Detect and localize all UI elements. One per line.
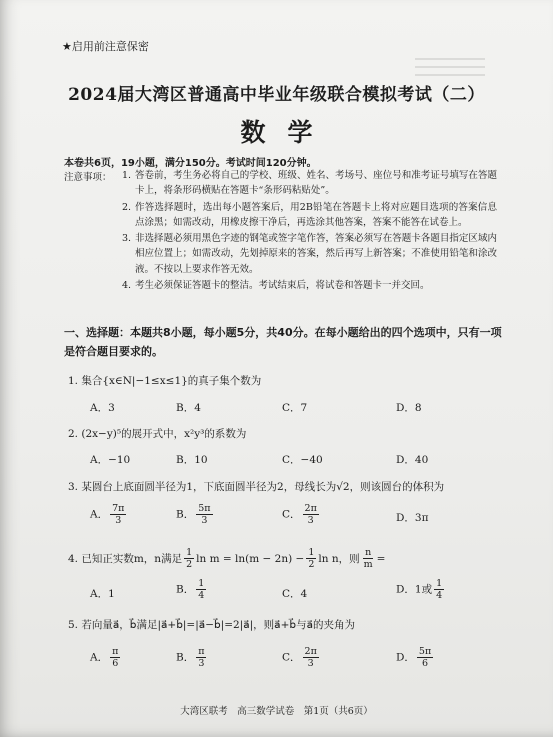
question-5-stem: 5. 若向量a⃗，b⃗满足|a⃗+b⃗|=|a⃗−b⃗|=2|a⃗|，则a⃗+b⃗与a⃗的夹角为 <box>68 619 356 631</box>
q3-option-b: B． $\frac{5\pi}{3}$ <box>176 503 211 526</box>
page-footer: 大湾区联考 高三数学试卷 第1页（共6页） <box>180 706 373 717</box>
subject-heading: 数学 <box>240 118 335 147</box>
section-heading: 一、选择题：本题共8小题，每小题5分，共40分。在每小题给出的四个选项中，只有一项是符合题目要求的。 <box>64 326 502 358</box>
note-item: 3. 非选择题必须用黑色字迹的钢笔或签字笔作答，答案必须写在答题卡各题目指定区域内相应位置上；如需改动，先划掉原来的答案，然后再写上新答案；不准使用铅笔和涂改液。不按以上要求作答无效。 <box>122 233 497 275</box>
q2-option-d: D．40 <box>396 454 429 466</box>
note-item: 2. 作答选择题时，选出每小题答案后，用2B铅笔在答题卡上将对应题目选项的答案信息点涂黑；如需改动，用橡皮擦干净后，再选涂其他答案，答案不能答在试卷上。 <box>122 201 497 228</box>
q4-option-a: A．1 <box>90 588 115 600</box>
q5-option-c: C． $\frac{2\pi}{3}$ <box>282 646 317 669</box>
fraction: $\frac{\pi}{3}$ <box>198 646 205 669</box>
fraction: $\frac{2\pi}{3}$ <box>304 646 317 669</box>
q2-option-a: A．−10 <box>90 454 131 466</box>
q1-option-b: B．4 <box>176 402 201 414</box>
question-4-stem: 4. 已知正实数m，n满足 $\frac{1}{2}$ ln m = ln(m − 2n) − $\frac{1}{2}$ ln n，则 $\frac{n}{m}$ = <box>68 547 386 570</box>
fraction: $\frac{1}{2}$ <box>308 547 315 570</box>
q4-option-b: B． $\frac{1}{4}$ <box>176 578 205 601</box>
q3-option-a: A． $\frac{7\pi}{3}$ <box>90 503 125 526</box>
notes-list <box>122 168 497 294</box>
note-item: 1. 答卷前，考生务必将自己的学校、班级、姓名、考场号、座位号和准考证号填写在答题卡上，将条形码横贴在答题卡“条形码粘贴处”。 <box>122 170 497 197</box>
q1-option-a: A．3 <box>90 402 115 414</box>
question-3-stem: 3. 某圆台上底面圆半径为1，下底面圆半径为2，母线长为√2，则该圆台的体积为 <box>68 481 445 493</box>
q4-option-d: D．1或 $\frac{1}{4}$ <box>396 578 443 601</box>
question-1-stem: 1. 集合{x∈N|−1≤x≤1}的真子集个数为 <box>68 375 262 387</box>
q5-option-a: A． $\frac{\pi}{6}$ <box>90 646 119 669</box>
fraction: $\frac{2\pi}{3}$ <box>304 503 317 526</box>
q3-option-c: C． $\frac{2\pi}{3}$ <box>282 503 317 526</box>
fraction: $\frac{5\pi}{6}$ <box>418 646 432 669</box>
q5-option-b: B． $\frac{\pi}{3}$ <box>176 646 205 669</box>
q5-option-d: D． $\frac{5\pi}{6}$ <box>396 646 432 669</box>
note-item: 4. 考生必须保证答题卡的整洁。考试结束后，将试卷和答题卡一并交回。 <box>122 280 430 292</box>
q3-option-d: D．3π <box>396 512 429 524</box>
exam-info: 本卷共6页，19小题，满分150分。考试时间120分钟。 <box>64 158 317 169</box>
fraction: $\frac{1}{2}$ <box>186 547 193 570</box>
fraction: $\frac{7\pi}{3}$ <box>112 503 125 526</box>
fraction: $\frac{1}{4}$ <box>198 578 205 601</box>
q2-option-b: B．10 <box>176 454 208 466</box>
confidential-seal: ★启用前注意保密 <box>62 40 149 53</box>
question-2-stem: 2. (2x−y)⁵的展开式中，x²y³的系数为 <box>68 428 247 440</box>
q4-option-c: C．4 <box>282 588 308 600</box>
q1-option-c: C．7 <box>282 402 308 414</box>
exam-title: 2024届大湾区普通高中毕业年级联合模拟考试（二） <box>68 85 485 105</box>
fraction: $\frac{5\pi}{3}$ <box>198 503 211 526</box>
fraction: $\frac{\pi}{6}$ <box>112 646 119 669</box>
fraction: $\frac{1}{4}$ <box>436 578 443 601</box>
q1-option-d: D．8 <box>396 402 422 414</box>
fraction: $\frac{n}{m}$ <box>363 547 373 570</box>
notes-label: 注意事项： <box>64 172 112 183</box>
q2-option-c: C．−40 <box>282 454 323 466</box>
